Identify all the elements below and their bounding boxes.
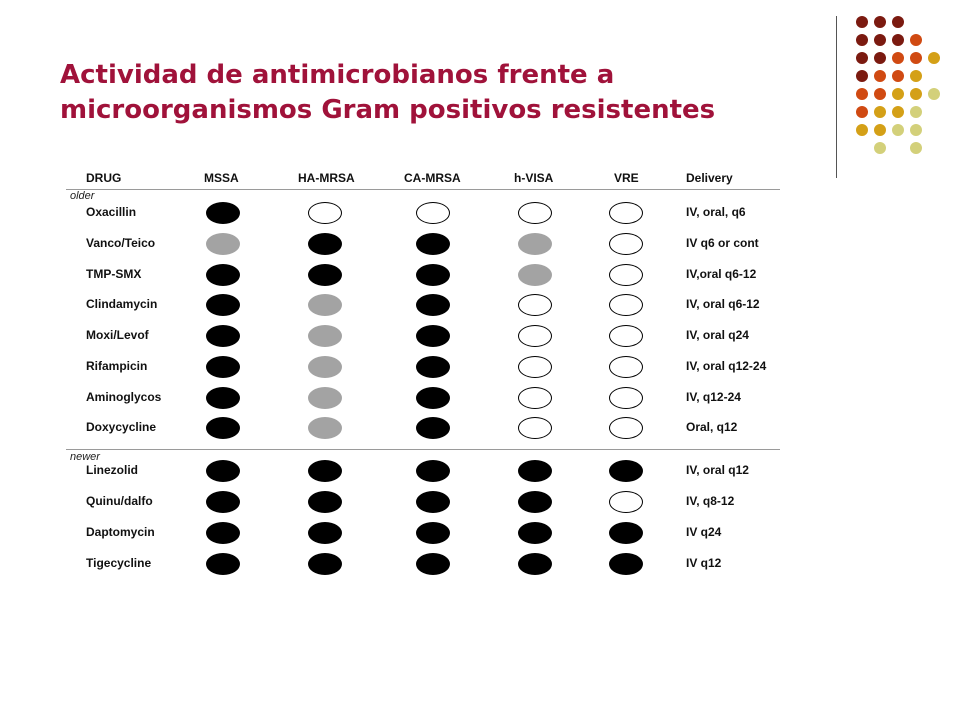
activity-marker-vre-active	[609, 460, 643, 482]
decorative-dot	[892, 88, 904, 100]
decorative-dot	[874, 70, 886, 82]
title-line-2: microorganismos Gram positivos resistentes	[60, 95, 716, 125]
title-line-1: Actividad de antimicrobianos frente a	[60, 60, 615, 90]
delivery-value: IV,oral q6-12	[686, 266, 757, 281]
group-label-newer: newer	[70, 451, 100, 463]
decorative-dot	[928, 88, 940, 100]
activity-marker-ha-mrsa-active	[308, 522, 342, 544]
header-h-visa: h-VISA	[514, 171, 554, 185]
header-drug: DRUG	[86, 171, 122, 185]
activity-marker-ca-mrsa-active	[416, 553, 450, 575]
activity-marker-vre-inactive	[609, 233, 643, 255]
activity-marker-ha-mrsa-active	[308, 264, 342, 286]
decorative-dot	[892, 52, 904, 64]
decorative-dot	[910, 34, 922, 46]
decorative-dot	[892, 34, 904, 46]
drug-name: Oxacillin	[86, 205, 137, 219]
decorative-dot	[856, 52, 868, 64]
decorative-dot	[892, 106, 904, 118]
decorative-dot	[874, 16, 886, 28]
activity-marker-ha-mrsa-active	[308, 233, 342, 255]
decorative-dot	[910, 106, 922, 118]
drug-name: Aminoglycos	[86, 389, 162, 404]
drug-name: Doxycycline	[86, 420, 157, 435]
activity-marker-mssa-active	[206, 294, 240, 316]
activity-marker-ca-mrsa-active	[416, 264, 450, 286]
delivery-value: Oral, q12	[686, 420, 738, 435]
drug-name: Moxi/Levof	[86, 328, 149, 342]
activity-marker-vre-inactive	[609, 202, 643, 224]
delivery-value: IV q24	[686, 525, 722, 539]
activity-marker-vre-active	[609, 522, 643, 544]
header-rule	[66, 189, 780, 190]
header-vre: VRE	[614, 171, 639, 185]
activity-marker-ca-mrsa-active	[416, 522, 450, 544]
activity-marker-mssa-active	[206, 460, 240, 482]
decorative-dot	[910, 70, 922, 82]
activity-marker-ha-mrsa-variable	[308, 387, 342, 409]
delivery-value: IV, oral q12	[686, 463, 749, 477]
activity-marker-h-visa-inactive	[518, 356, 552, 378]
activity-marker-ca-mrsa-active	[416, 294, 450, 316]
activity-marker-vre-inactive	[609, 325, 643, 347]
activity-marker-h-visa-active	[518, 460, 552, 482]
activity-marker-ha-mrsa-active	[308, 460, 342, 482]
activity-marker-ca-mrsa-active	[416, 491, 450, 513]
activity-marker-ha-mrsa-active	[308, 491, 342, 513]
activity-marker-mssa-active	[206, 325, 240, 347]
decorative-dot	[892, 16, 904, 28]
group-divider-rule	[66, 449, 780, 450]
header-ha-mrsa: HA-MRSA	[298, 171, 355, 185]
delivery-value: IV, q8-12	[686, 494, 735, 508]
activity-marker-mssa-active	[206, 522, 240, 544]
activity-marker-ca-mrsa-active	[416, 233, 450, 255]
decorative-dot	[910, 52, 922, 64]
activity-marker-ca-mrsa-active	[416, 460, 450, 482]
drug-name: Rifampicin	[86, 358, 148, 373]
drug-name: Daptomycin	[86, 525, 155, 539]
decorative-dot	[874, 142, 886, 154]
activity-marker-h-visa-inactive	[518, 417, 552, 439]
activity-marker-ca-mrsa-active	[416, 325, 450, 347]
activity-marker-mssa-active	[206, 553, 240, 575]
delivery-value: IV, q12-24	[686, 389, 741, 404]
activity-marker-h-visa-inactive	[518, 202, 552, 224]
activity-marker-ha-mrsa-inactive	[308, 202, 342, 224]
decorative-dot	[874, 124, 886, 136]
decorative-dot	[856, 34, 868, 46]
activity-marker-mssa-active	[206, 356, 240, 378]
activity-marker-ha-mrsa-variable	[308, 325, 342, 347]
delivery-value: IV, oral q24	[686, 328, 749, 342]
activity-marker-vre-active	[609, 553, 643, 575]
drug-name: TMP-SMX	[86, 266, 142, 281]
activity-marker-ha-mrsa-variable	[308, 356, 342, 378]
decorative-dot	[874, 52, 886, 64]
decorative-dot	[874, 34, 886, 46]
decorative-dot	[856, 70, 868, 82]
drug-name: Clindamycin	[86, 297, 158, 312]
decorative-dot	[928, 52, 940, 64]
activity-marker-ha-mrsa-variable	[308, 294, 342, 316]
activity-marker-mssa-active	[206, 417, 240, 439]
activity-marker-ha-mrsa-variable	[308, 417, 342, 439]
activity-marker-vre-inactive	[609, 491, 643, 513]
activity-marker-vre-inactive	[609, 264, 643, 286]
activity-marker-h-visa-variable	[518, 264, 552, 286]
activity-marker-vre-inactive	[609, 356, 643, 378]
activity-marker-mssa-active	[206, 202, 240, 224]
activity-marker-h-visa-variable	[518, 233, 552, 255]
decorative-dot	[874, 106, 886, 118]
activity-marker-vre-inactive	[609, 417, 643, 439]
drug-name: Tigecycline	[86, 556, 152, 570]
delivery-value: IV, oral q12-24	[686, 358, 767, 373]
decorative-dot-grid	[0, 0, 960, 170]
activity-marker-mssa-active	[206, 264, 240, 286]
activity-marker-vre-inactive	[609, 294, 643, 316]
activity-marker-h-visa-inactive	[518, 325, 552, 347]
delivery-value: IV q12	[686, 556, 722, 570]
activity-marker-ca-mrsa-active	[416, 356, 450, 378]
activity-marker-ca-mrsa-active	[416, 417, 450, 439]
delivery-value: IV q6 or cont	[686, 235, 759, 250]
decorative-dot	[910, 88, 922, 100]
activity-marker-vre-inactive	[609, 387, 643, 409]
header-mssa: MSSA	[204, 171, 239, 185]
decorative-dot	[856, 16, 868, 28]
header-ca-mrsa: CA-MRSA	[404, 171, 461, 185]
drug-name: Vanco/Teico	[86, 235, 156, 250]
activity-marker-mssa-active	[206, 387, 240, 409]
decorative-dot	[910, 142, 922, 154]
activity-marker-h-visa-inactive	[518, 387, 552, 409]
activity-marker-ca-mrsa-inactive	[416, 202, 450, 224]
activity-marker-h-visa-active	[518, 491, 552, 513]
activity-marker-mssa-active	[206, 491, 240, 513]
decorative-dot	[856, 88, 868, 100]
delivery-value: IV, oral, q6	[686, 205, 746, 219]
activity-marker-ha-mrsa-active	[308, 553, 342, 575]
drug-name: Quinu/dalfo	[86, 494, 153, 508]
activity-marker-h-visa-active	[518, 522, 552, 544]
activity-marker-h-visa-inactive	[518, 294, 552, 316]
decorative-dot	[910, 124, 922, 136]
activity-marker-ca-mrsa-active	[416, 387, 450, 409]
activity-marker-h-visa-active	[518, 553, 552, 575]
drug-name: Linezolid	[86, 463, 138, 477]
decorative-dot	[892, 124, 904, 136]
activity-marker-mssa-variable	[206, 233, 240, 255]
decorative-dot	[874, 88, 886, 100]
delivery-value: IV, oral q6-12	[686, 297, 760, 312]
decorative-dot	[892, 70, 904, 82]
header-delivery: Delivery	[686, 171, 733, 185]
decorative-dot	[856, 106, 868, 118]
group-label-older: older	[70, 190, 95, 202]
decorative-dot	[856, 124, 868, 136]
